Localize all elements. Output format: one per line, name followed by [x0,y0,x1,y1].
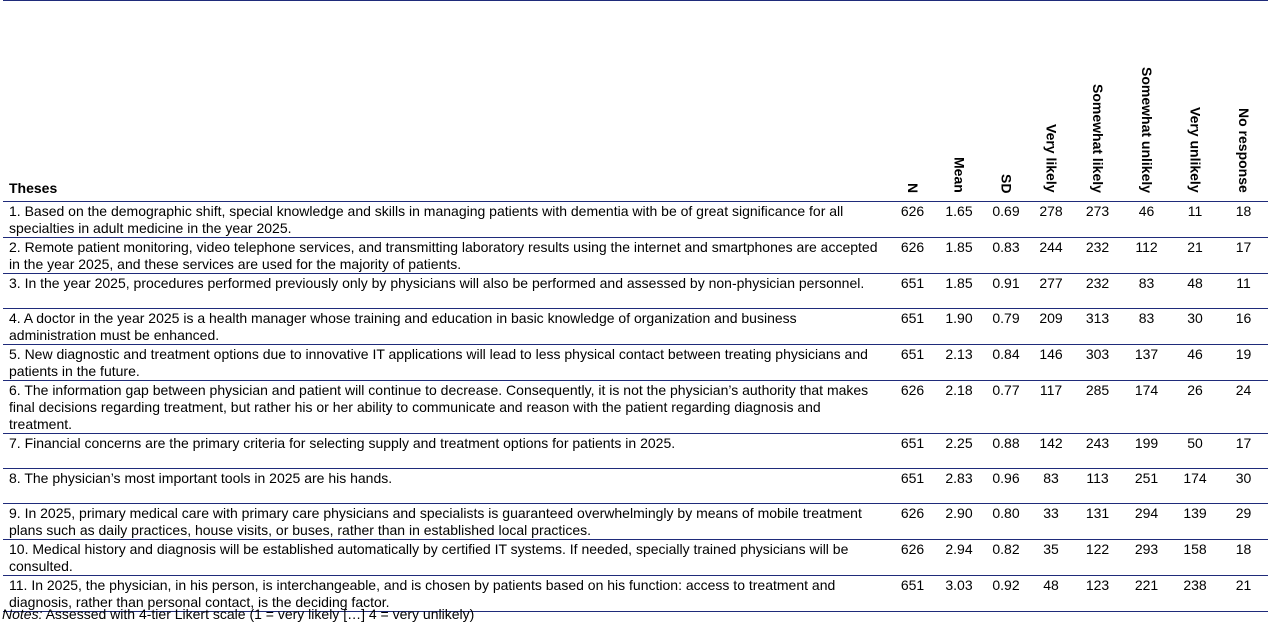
no-response-cell: 18 [1219,202,1268,238]
very-unlikely-cell: 174 [1171,469,1219,504]
very-likely-cell: 278 [1029,202,1073,238]
table-row [3,202,1268,238]
very-unlikely-cell: 26 [1171,381,1219,434]
somewhat-unlikely-cell: 112 [1122,238,1171,274]
somewhat-unlikely-cell: 251 [1122,469,1171,504]
header-sd: SD [983,1,1029,202]
no-response-cell: 29 [1219,504,1268,540]
very-likely-cell: 146 [1029,345,1073,381]
very-unlikely-cell: 21 [1171,238,1219,274]
thesis-cell: 5. New diagnostic and treatment options due to innovative IT applications will lead to less physical contact between treating physicians and patients in the future. [3,345,890,381]
thesis-cell: 10. Medical history and diagnosis will be established automatically by certified IT systems. If needed, specially trained physicians will be consulted. [3,540,890,576]
header-somewhat-unlikely: Somewhat unlikely [1122,1,1171,202]
very-unlikely-cell: 30 [1171,309,1219,345]
sd-cell: 0.91 [983,274,1029,309]
n-cell: 651 [890,274,935,309]
no-response-cell: 18 [1219,540,1268,576]
somewhat-likely-cell: 232 [1073,274,1122,309]
mean-cell: 2.83 [935,469,983,504]
n-cell: 651 [890,345,935,381]
n-cell: 651 [890,434,935,469]
somewhat-likely-cell: 313 [1073,309,1122,345]
very-unlikely-cell: 46 [1171,345,1219,381]
table-row [3,274,1268,309]
thesis-cell: 4. A doctor in the year 2025 is a health manager whose training and education in basic knowledge of organization and business administration must be enhanced. [3,309,890,345]
n-cell: 626 [890,504,935,540]
somewhat-unlikely-cell: 174 [1122,381,1171,434]
very-unlikely-cell: 139 [1171,504,1219,540]
header-theses: Theses [3,1,890,202]
mean-cell: 1.85 [935,238,983,274]
very-unlikely-cell: 158 [1171,540,1219,576]
mean-cell: 2.18 [935,381,983,434]
table-row [3,345,1268,381]
notes-label: Notes: [2,606,43,622]
header-very-likely: Very likely [1029,1,1073,202]
very-likely-cell: 83 [1029,469,1073,504]
no-response-cell: 21 [1219,576,1268,612]
n-cell: 651 [890,469,935,504]
no-response-cell: 19 [1219,345,1268,381]
somewhat-unlikely-cell: 199 [1122,434,1171,469]
sd-cell: 0.84 [983,345,1029,381]
mean-cell: 2.13 [935,345,983,381]
sd-cell: 0.77 [983,381,1029,434]
somewhat-likely-cell: 303 [1073,345,1122,381]
table-row [3,238,1268,274]
table-row [3,434,1268,469]
very-unlikely-cell: 50 [1171,434,1219,469]
header-n: N [890,1,935,202]
n-cell: 626 [890,381,935,434]
thesis-cell: 9. In 2025, primary medical care with primary care physicians and specialists is guaranteed overwhelmingly by means of mobile treatment plans such as daily practices, house visits, or buses, rather than in established local practices. [3,504,890,540]
n-cell: 651 [890,576,935,612]
somewhat-unlikely-cell: 83 [1122,274,1171,309]
header-somewhat-likely: Somewhat likely [1073,1,1122,202]
thesis-cell: 3. In the year 2025, procedures performed previously only by physicians will also be performed and assessed by non-physician personnel. [3,274,890,309]
no-response-cell: 24 [1219,381,1268,434]
header-row [3,1,1268,202]
header-no-response: No response [1219,1,1268,202]
somewhat-likely-cell: 243 [1073,434,1122,469]
thesis-cell: 8. The physician’s most important tools in 2025 are his hands. [3,469,890,504]
somewhat-likely-cell: 131 [1073,504,1122,540]
somewhat-likely-cell: 113 [1073,469,1122,504]
very-unlikely-cell: 48 [1171,274,1219,309]
theses-table [3,0,1268,612]
very-likely-cell: 209 [1029,309,1073,345]
very-likely-cell: 244 [1029,238,1073,274]
very-unlikely-cell: 238 [1171,576,1219,612]
mean-cell: 1.90 [935,309,983,345]
mean-cell: 1.85 [935,274,983,309]
table-row [3,469,1268,504]
somewhat-unlikely-cell: 137 [1122,345,1171,381]
somewhat-unlikely-cell: 83 [1122,309,1171,345]
no-response-cell: 17 [1219,238,1268,274]
no-response-cell: 16 [1219,309,1268,345]
somewhat-unlikely-cell: 293 [1122,540,1171,576]
sd-cell: 0.88 [983,434,1029,469]
very-likely-cell: 142 [1029,434,1073,469]
thesis-cell: 7. Financial concerns are the primary criteria for selecting supply and treatment options for patients in 2025. [3,434,890,469]
thesis-cell: 6. The information gap between physician and patient will continue to decrease. Consequently, it is not the physician’s authority that makes final decisions regarding treatment, but rather his or her ability to communicate and reason with the patient regarding diagnosis and treatment. [3,381,890,434]
sd-cell: 0.96 [983,469,1029,504]
sd-cell: 0.80 [983,504,1029,540]
header-very-unlikely: Very unlikely [1171,1,1219,202]
somewhat-likely-cell: 232 [1073,238,1122,274]
somewhat-unlikely-cell: 46 [1122,202,1171,238]
header-mean: Mean [935,1,983,202]
table-row [3,540,1268,576]
n-cell: 651 [890,309,935,345]
mean-cell: 2.25 [935,434,983,469]
very-unlikely-cell: 11 [1171,202,1219,238]
very-likely-cell: 117 [1029,381,1073,434]
table-notes [2,606,474,623]
n-cell: 626 [890,540,935,576]
n-cell: 626 [890,202,935,238]
table-row [3,309,1268,345]
sd-cell: 0.69 [983,202,1029,238]
no-response-cell: 30 [1219,469,1268,504]
thesis-cell: 11. In 2025, the physician, in his person, is interchangeable, and is chosen by patients based on his function: access to treatment and diagnosis, rather than personal contact, is the deciding factor. [3,576,890,612]
table-row [3,504,1268,540]
mean-cell: 1.65 [935,202,983,238]
n-cell: 626 [890,238,935,274]
somewhat-likely-cell: 123 [1073,576,1122,612]
very-likely-cell: 33 [1029,504,1073,540]
mean-cell: 3.03 [935,576,983,612]
sd-cell: 0.79 [983,309,1029,345]
thesis-cell: 1. Based on the demographic shift, special knowledge and skills in managing patients with dementia with be of great significance for all specialties in adult medicine in the year 2025. [3,202,890,238]
notes-text: Assessed with 4-tier Likert scale (1 = very likely […] 4 = very unlikely) [42,606,475,622]
mean-cell: 2.94 [935,540,983,576]
no-response-cell: 17 [1219,434,1268,469]
very-likely-cell: 277 [1029,274,1073,309]
sd-cell: 0.83 [983,238,1029,274]
very-likely-cell: 35 [1029,540,1073,576]
somewhat-likely-cell: 273 [1073,202,1122,238]
somewhat-likely-cell: 285 [1073,381,1122,434]
sd-cell: 0.82 [983,540,1029,576]
sd-cell: 0.92 [983,576,1029,612]
thesis-cell: 2. Remote patient monitoring, video telephone services, and transmitting laboratory results using the internet and smartphones are accepted in the year 2025, and these services are used for the majority of patients. [3,238,890,274]
table-row [3,381,1268,434]
very-likely-cell: 48 [1029,576,1073,612]
somewhat-unlikely-cell: 294 [1122,504,1171,540]
no-response-cell: 11 [1219,274,1268,309]
somewhat-unlikely-cell: 221 [1122,576,1171,612]
somewhat-likely-cell: 122 [1073,540,1122,576]
mean-cell: 2.90 [935,504,983,540]
